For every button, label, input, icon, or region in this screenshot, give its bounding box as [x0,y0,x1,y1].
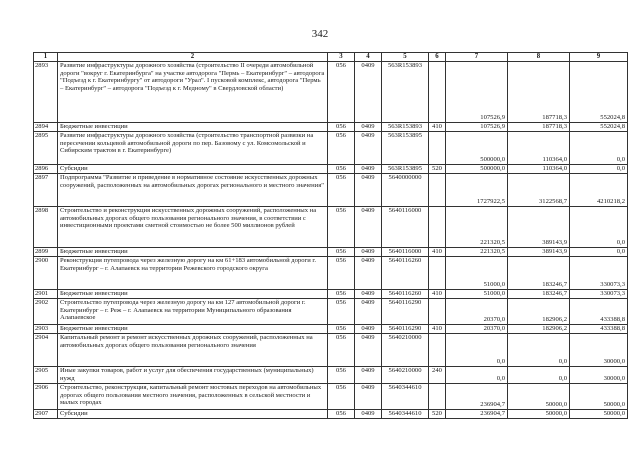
row-section-code: 0409 [355,132,382,165]
row-value-col8: 182906,2 [508,325,570,334]
col-header-5: 5 [382,53,429,62]
row-ministry-code: 056 [328,257,355,290]
row-value-col8: 50000,0 [508,410,570,419]
row-expense-type [429,257,446,290]
row-target-code: 5640116290 [382,299,429,325]
row-name: Бюджетные инвестиции [58,123,328,132]
col-header-7: 7 [446,53,508,62]
row-value-col7: 51000,0 [446,257,508,290]
row-ministry-code: 056 [328,367,355,384]
row-ministry-code: 056 [328,248,355,257]
table-row [34,174,628,207]
col-header-9: 9 [570,53,628,62]
row-section-code: 0409 [355,334,382,367]
row-ministry-code: 056 [328,334,355,367]
row-ministry-code: 056 [328,123,355,132]
row-expense-type [429,334,446,367]
row-name: Развитие инфраструктуры дорожного хозяйства (строительство транспортной развязки на пересечении кольцевой автомобильной дороги по пер. Базовому с ул. Комсомольской и Сибирским трактом в г. Екатеринбурге) [58,132,328,165]
row-name: Субсидии [58,165,328,174]
row-value-col8: 50000,0 [508,384,570,410]
row-value-col7: 107526,9 [446,123,508,132]
row-expense-type: 410 [429,325,446,334]
row-expense-type [429,384,446,410]
row-value-col9: 552024,8 [570,123,628,132]
row-section-code: 0409 [355,174,382,207]
table-row [34,384,628,410]
row-value-col9: 0,0 [570,132,628,165]
row-ministry-code: 056 [328,132,355,165]
row-value-col8: 110364,0 [508,165,570,174]
row-ministry-code: 056 [328,62,355,123]
row-section-code: 0409 [355,257,382,290]
row-ministry-code: 056 [328,384,355,410]
row-target-code: 5640116000 [382,207,429,248]
table-row [34,165,628,174]
row-value-col9: 433388,8 [570,299,628,325]
row-expense-type [429,62,446,123]
row-number: 2898 [34,207,58,248]
row-expense-type [429,299,446,325]
row-value-col8: 389143,9 [508,207,570,248]
row-value-col9: 330073,3 [570,290,628,299]
row-expense-type: 410 [429,290,446,299]
row-expense-type: 240 [429,367,446,384]
row-expense-type [429,207,446,248]
row-target-code: 563R153893 [382,123,429,132]
row-expense-type: 520 [429,410,446,419]
row-expense-type: 410 [429,248,446,257]
row-ministry-code: 056 [328,290,355,299]
row-name: Бюджетные инвестиции [58,248,328,257]
row-expense-type: 410 [429,123,446,132]
row-target-code: 5640210000 [382,367,429,384]
row-section-code: 0409 [355,165,382,174]
row-section-code: 0409 [355,123,382,132]
row-target-code: 563R153893 [382,62,429,123]
row-name: Подпрограмма "Развитие и приведение в нормативное состояние искусственных дорожных сооружений, расположенных на автомобильных дорогах регионального и местного значения" [58,174,328,207]
row-number: 2903 [34,325,58,334]
row-value-col8: 183246,7 [508,257,570,290]
row-value-col8: 0,0 [508,367,570,384]
row-number: 2896 [34,165,58,174]
row-name: Реконструкция путепровода через железную дорогу на км 61+183 автомобильной дороги г. Екатеринбург – г. Алапаевск на территории Режевского городского округа [58,257,328,290]
row-value-col9: 30000,0 [570,334,628,367]
col-header-4: 4 [355,53,382,62]
row-name: Капитальный ремонт и ремонт искусственных дорожных сооружений, расположенных на автомобильных дорогах общего пользования регионального значения [58,334,328,367]
table-row [34,334,628,367]
row-section-code: 0409 [355,325,382,334]
row-number: 2906 [34,384,58,410]
row-value-col8: 187718,3 [508,123,570,132]
row-target-code: 5640344610 [382,410,429,419]
table-row [34,123,628,132]
row-number: 2899 [34,248,58,257]
row-value-col7: 236904,7 [446,410,508,419]
col-header-2: 2 [58,53,328,62]
table-row [34,207,628,248]
row-name: Строительство путепровода через железную дорогу на км 127 автомобильной дороги г. Екатеринбург – г. Реж – г. Алапаевск на территории Муниципального образования Алапаевское [58,299,328,325]
row-target-code: 563R153895 [382,165,429,174]
col-header-8: 8 [508,53,570,62]
table-row [34,62,628,123]
row-name: Бюджетные инвестиции [58,290,328,299]
row-value-col7: 20370,0 [446,299,508,325]
table-row [34,290,628,299]
row-section-code: 0409 [355,248,382,257]
row-value-col7: 1727922,5 [446,174,508,207]
row-value-col9: 30000,0 [570,367,628,384]
row-value-col8: 110364,0 [508,132,570,165]
row-ministry-code: 056 [328,165,355,174]
row-value-col8: 183246,7 [508,290,570,299]
row-section-code: 0409 [355,410,382,419]
row-value-col9: 4210218,2 [570,174,628,207]
table-row [34,410,628,419]
row-target-code: 5640116000 [382,248,429,257]
row-name: Строительство, реконструкция, капитальный ремонт мостовых переходов на автомобильных дорогах общего пользования местного значения, расположенных в сельской местности и малых городах [58,384,328,410]
row-section-code: 0409 [355,367,382,384]
row-ministry-code: 056 [328,299,355,325]
row-target-code: 563R153895 [382,132,429,165]
table-row [34,367,628,384]
row-number: 2897 [34,174,58,207]
row-expense-type [429,132,446,165]
row-value-col9: 50000,0 [570,410,628,419]
col-header-1: 1 [34,53,58,62]
row-ministry-code: 056 [328,207,355,248]
table-row [34,248,628,257]
row-value-col8: 187718,3 [508,62,570,123]
row-section-code: 0409 [355,290,382,299]
row-value-col7: 20370,0 [446,325,508,334]
row-section-code: 0409 [355,207,382,248]
row-number: 2893 [34,62,58,123]
row-value-col7: 236904,7 [446,384,508,410]
row-value-col9: 50000,0 [570,384,628,410]
row-value-col9: 330073,3 [570,257,628,290]
row-target-code: 5640210000 [382,334,429,367]
row-number: 2895 [34,132,58,165]
row-value-col9: 0,0 [570,165,628,174]
col-header-3: 3 [328,53,355,62]
row-ministry-code: 056 [328,410,355,419]
row-number: 2907 [34,410,58,419]
table-row [34,299,628,325]
row-value-col8: 0,0 [508,334,570,367]
row-name: Бюджетные инвестиции [58,325,328,334]
row-value-col7: 221320,5 [446,248,508,257]
row-value-col7: 107526,9 [446,62,508,123]
row-value-col9: 433388,8 [570,325,628,334]
row-value-col9: 552024,8 [570,62,628,123]
row-expense-type [429,174,446,207]
row-value-col8: 3122568,7 [508,174,570,207]
budget-table [33,52,628,419]
row-ministry-code: 056 [328,325,355,334]
row-name: Субсидии [58,410,328,419]
row-value-col9: 0,0 [570,248,628,257]
row-value-col9: 0,0 [570,207,628,248]
table-row [34,132,628,165]
row-value-col7: 51000,0 [446,290,508,299]
row-target-code: 5640116260 [382,290,429,299]
table-row [34,257,628,290]
row-number: 2901 [34,290,58,299]
row-target-code: 5640116260 [382,257,429,290]
row-number: 2894 [34,123,58,132]
row-name: Развитие инфраструктуры дорожного хозяйства (строительство II очереди автомобильной дороги "вокруг г. Екатеринбурга" на участке автодорога "Пермь – Екатеринбург" – автодорога "Подъезд к г. Екатеринбургу" от автодороги "Урал". I пусковой комплекс, автодорога "Пермь – Екатеринбург" – автодорога "Подъезд к г. Медному" в Свердловской области) [58,62,328,123]
row-value-col7: 0,0 [446,367,508,384]
row-value-col8: 389143,9 [508,248,570,257]
table-row [34,325,628,334]
row-value-col7: 500000,0 [446,132,508,165]
row-target-code: 5640116290 [382,325,429,334]
row-target-code: 5640000000 [382,174,429,207]
col-header-6: 6 [429,53,446,62]
row-number: 2904 [34,334,58,367]
page-number: 342 [311,28,329,40]
row-section-code: 0409 [355,384,382,410]
header-row [34,53,628,62]
row-number: 2902 [34,299,58,325]
row-target-code: 5640344610 [382,384,429,410]
row-section-code: 0409 [355,62,382,123]
row-section-code: 0409 [355,299,382,325]
row-name: Строительство и реконструкция искусственных дорожных сооружений, расположенных на автомобильных дорогах общего пользования регионального значения, в соответствии с инвестиционными проектами сметной стоимостью не более 500 миллионов рублей [58,207,328,248]
row-value-col7: 500000,0 [446,165,508,174]
row-expense-type: 520 [429,165,446,174]
row-name: Иные закупки товаров, работ и услуг для обеспечения государственных (муниципальных) нужд [58,367,328,384]
row-value-col7: 221320,5 [446,207,508,248]
row-number: 2905 [34,367,58,384]
row-number: 2900 [34,257,58,290]
row-value-col8: 182906,2 [508,299,570,325]
row-ministry-code: 056 [328,174,355,207]
row-value-col7: 0,0 [446,334,508,367]
